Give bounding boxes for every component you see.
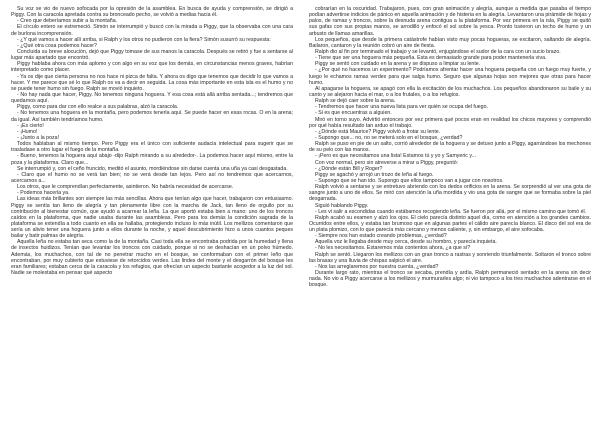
- right-paragraph: - Supongo que se han ido. Supongo que ellos tampoco van a jugar con nosotros.: [315, 177, 504, 184]
- right-paragraph: Con voz normal, pero sin atreverse a mirar a Piggy, preguntó:: [315, 159, 459, 166]
- two-column-text: [6, 6, 594, 424]
- left-paragraph: - ¿Y qué vamos a hacer allí arriba, si Ralph y los otros no pudieron con la fiera? Simón susurró su respuesta:: [17, 36, 271, 43]
- right-paragraph: Ralph se dejó caer sobre la arena.: [315, 98, 396, 105]
- left-paragraph: Piggy hablaba ahora con más aplomo y con algo en su voz que los demás, en circunstancias menos graves, habrían interpretado como placer.: [11, 61, 293, 74]
- left-paragraph: - ¡Es cierto!: [17, 122, 44, 129]
- right-paragraph: Piggy se agachó y arrojó un trozo de leña al fuego.: [315, 171, 434, 178]
- right-paragraph: Ralph se puso en pie de un salto, corrió alrededor de la hoguera y se detuvo junto a Piggy, agarrándose los mechones de su pelo con las manos.: [309, 141, 591, 154]
- right-paragraph: - ¿Dónde está Maurice? Piggy volvió a frotar su lente.: [315, 128, 441, 135]
- left-paragraph: Todos hablaban al mismo tiempo. Pero Piggy era el único con suficiente audacia intelectual para sugerir que se trasladase a otro lugar el fuego de la montaña.: [11, 141, 293, 154]
- right-paragraph: Ralph volvió a sentarse y se entretuvo abriendo con los dedos orificios en la arena. Se sorprendió al ver una gota de sangre junto a uno de ellos. Se miró con atención la uña mordida y vio una gota de sangre que se formaba sobre la piel desgarrada.: [309, 184, 591, 203]
- left-paragraph: Piggy, como para dar con ello realce a sus palabras, alzó la caracola.: [17, 104, 179, 111]
- left-paragraph: Concluida su breve alocución, dejó que Piggy tomase de sus manos la caracola. Después se retiró y fue a sentarse al lugar más apartado que encontró.: [11, 48, 293, 62]
- right-paragraph: Ralph se sentó. Llegaron los mellizos con un gran tronco a rastras y sonriendo triunfalmente. Soltaron el tronco sobre las brasas y una lluvia de chispas salpicó el aire.: [309, 251, 591, 264]
- right-paragraph: Al apagarse la hoguera, se apagó con ella la excitación de los muchachos. Los pequeños abandonaron su baile y su canto y se alejaron hacia el mar, o a los frutales, o a los refugios.: [309, 85, 591, 98]
- left-paragraph: - No hay nada que hacer, Piggy. No tenemos ninguna hoguera. Y esa cosa está allá arriba sentada...; tendremos que quedarnos aquí.: [11, 91, 293, 105]
- right-column: [309, 6, 591, 424]
- right-paragraph: - Supongo que... no, no se meterá solo en el bosque, ¿verdad?: [315, 134, 463, 141]
- right-paragraph: - Tendremos que hacer una nueva lista para ver quién se ocupa del fuego.: [315, 104, 488, 111]
- left-paragraph: - Claro que el humo no se verá tan bien; no se verá desde tan lejos. Pero así no tendremos que acercarnos, acercarnos a...: [11, 171, 293, 184]
- right-paragraph: - ¿Por qué no hacemos un experimento? Podríamos afrentar hacer una hoguera pequeña con un fuego muy fuerte, y luego le echamos ramas verdes para que salga humo. Seguro que algunas hojas son mejores que otras para hacer humo.: [309, 67, 591, 86]
- left-paragraph: Aquella leña no estaba tan seca como la de la montaña. Casi toda ella se encontraba podrida por la humedad y llena de insectos huidizos. Tenían que levantar los troncos con cuidado, porque si no se deshacían en un polvo húmedo. Además, los muchachos, con tal de no penetrar mucho en el bosque, se conformaban con el primer leño que encontraban, por muy cubierto que estuviese de retorcidos verdes. Las lindes del monte y el desgarrón del bosque les eran familiares; estaban cerca de la caracola y los refugios, que ofrecían un aspecto bastante acogedor a la luz del sol. Nadie se molestaba en pensar qué aspecto: [11, 239, 293, 277]
- right-paragraph: Aquella voz le llegaba desde muy cerca, desde su hombro, y parecía inquieta.: [315, 239, 497, 246]
- left-paragraph: - Bueno, tenemos la hoguera aquí abajo -dijo Ralph mirando a su alrededor-. La podemos hacer aquí mismo, entre la poza y la plataforma. Claro que...: [11, 153, 293, 166]
- right-paragraph: - Siempre nos han estado creando problemas, ¿verdad?: [315, 233, 447, 240]
- left-paragraph: - ¡Humo!: [17, 128, 38, 135]
- left-paragraph: - ¿Qué otra cosa podemos hacer?: [17, 42, 97, 49]
- right-paragraph: - ¡Pero es que necesitamos una lista! Estamos tú y yo y Samyeric y...: [315, 153, 476, 160]
- right-paragraph: Piggy se sentó con cuidado en la arena y se dispuso a limpiar su lente.: [315, 61, 481, 68]
- right-paragraph: - Les vi salir a escondidas cuando estábamos recogiendo leña. Se fueron por allá, por el mismo camino que tomó él.: [315, 208, 587, 215]
- right-paragraph: - ¿Dónde están Bill y Roger?: [315, 165, 383, 172]
- left-paragraph: Se interrumpió y, con el ceño fruncido, meditó el asunto, mordiéndose sin darse cuenta una uña ya casi desgastada.: [17, 165, 288, 172]
- left-column: [11, 6, 293, 424]
- right-paragraph: Ralph acabó su examen y alzó los ojos. El cielo parecía distinto aquel día, como en atención a los grandes cambios. Ocurridos entre ellos, y estaba tan brumoso que en algunas partes el cálido aire parecía blanco. El disco del sol era de un plata plomizo, con lo que parecía más cercano y menos caliente, y, sin embargo, el aire sofocaba.: [309, 214, 591, 234]
- left-paragraph: - Ya os dije que cierta persona no nos hace ni pizca de falta. Y ahora os digo que tenemos que decidir lo que vamos a hacer. Y me parece que sé lo que Ralph os va a decir en seguida. La cosa más importante en esta isla es el humo y no se puede tener humo sin fuego. Ralph se movió inquieto.: [11, 73, 293, 92]
- right-paragraph: cobrarían en la oscuridad. Trabajaron, pues, con gran animación y alegría, aunque a medida que pasaba el tiempo podían advertirse indicios de pánico en aquella animación y de histeria en la alegría. Levantaron una pirámide de hojas y palos, de ramas y troncos, sobre la desnuda arena contigua a la plataforma. Por vez primera en la isla, Piggy se quitó sus gafas con sus propias manos, se arrodilló y enfocó el sol sobre la yesca. Pronto tuvieron un techo de humo y un arbusto de llamas amarillas.: [309, 6, 591, 37]
- right-paragraph: - No les necesitamos. Estaremos más contentos ahora, ¿a que sí?: [315, 245, 471, 252]
- right-paragraph: - Tiene que ser una hoguera más pequeña. Esta es demasiado grande para poder mantenerla viva.: [315, 55, 547, 62]
- right-paragraph: Siguió hablando Piggy.: [315, 202, 369, 209]
- left-paragraph: Los otros, que le comprendían perfectamente, asintieron. No habría necesidad de acercarse.: [17, 184, 234, 191]
- left-paragraph: El círculo entero se estremeció. Simón se interrumpió y buscó con la mirada a Piggy, que la observaba con una cara de burlona incomprensión.: [11, 24, 293, 37]
- left-paragraph: - ¡Junto a la poza!: [17, 134, 60, 141]
- left-paragraph: Su voz se vio de nuevo sofocada por la opresión de la asamblea. En busca de ayuda y comprensión, se dirigió a Piggy. Con la caracola apretada contra su bronceado pecho, se volvió a medias hacia él.: [11, 6, 293, 19]
- left-paragraph: - Podemos hacerla ya.: [17, 190, 70, 197]
- right-paragraph: Miró en torno suyo. Advirtió entonces por vez primera qué pocos eran en realidad los chicos mayores y comprendió por qué había resultado tan arduo el trabajo.: [309, 116, 591, 129]
- left-paragraph: - Creo que deberíamos subir a la montaña.: [17, 18, 118, 25]
- left-paragraph: - No tenemos una hoguera en la montaña, pero podemos tenerla aquí. Se puede hacer en esas rocas. O en la arena; da igual. Así también tendríamos humo.: [11, 110, 293, 123]
- left-paragraph: Las ideas más brillantes son siempre las más sencillas. Ahora que tenían algo que hacer, trabajaron con entusiasmo. Piggy se sentía tan lleno de alegría y tan plenamente libre con la marcha de Jack, tan lleno de orgullo por su contribución al bienestar común, que ayudó a acarrear la leña. La que aportó estaba bien a mano: uno de los troncos caídos en la plataforma, que nadie usaba durante las asambleas. Pero para los demás la condición sagrada de la plataforma se extendía a todo cuanto en ella se hallaba, protegiendo incluso lo más inútil. Los mellizos comentaron que sería un alivio tener una hoguera junto a ellos durante la noche, y aquel descubrimiento hizo a unos cuantos peques bailar y batir palmas de alegría.: [11, 196, 293, 240]
- right-paragraph: Ralph dio al fin por terminado el trabajo y se levantó, enjugándose el sudor de la cara con un sucio brazo.: [315, 48, 561, 55]
- right-paragraph: - Si es que encuentras a alguien.: [315, 110, 392, 117]
- right-paragraph: - Nos las arreglaremos por nuestra cuenta, ¿verdad?: [315, 263, 439, 270]
- right-paragraph: Durante largo rato, mientras el tronco se secaba, prendía y ardía, Ralph permaneció sentado en la arena sin decir nada. No vio a Piggy acercarse a los mellizos y murmurarles algo; ni vio tampoco a los tres muchachos adentrarse en el bosque.: [309, 270, 591, 289]
- right-paragraph: Los pequeños, que desde la primera catástrofe habían visto muy pocas hogueras, se excitaron, saltando de alegría. Bailaron, cantaron y la reunión cobró un aire de fiesta.: [309, 36, 591, 49]
